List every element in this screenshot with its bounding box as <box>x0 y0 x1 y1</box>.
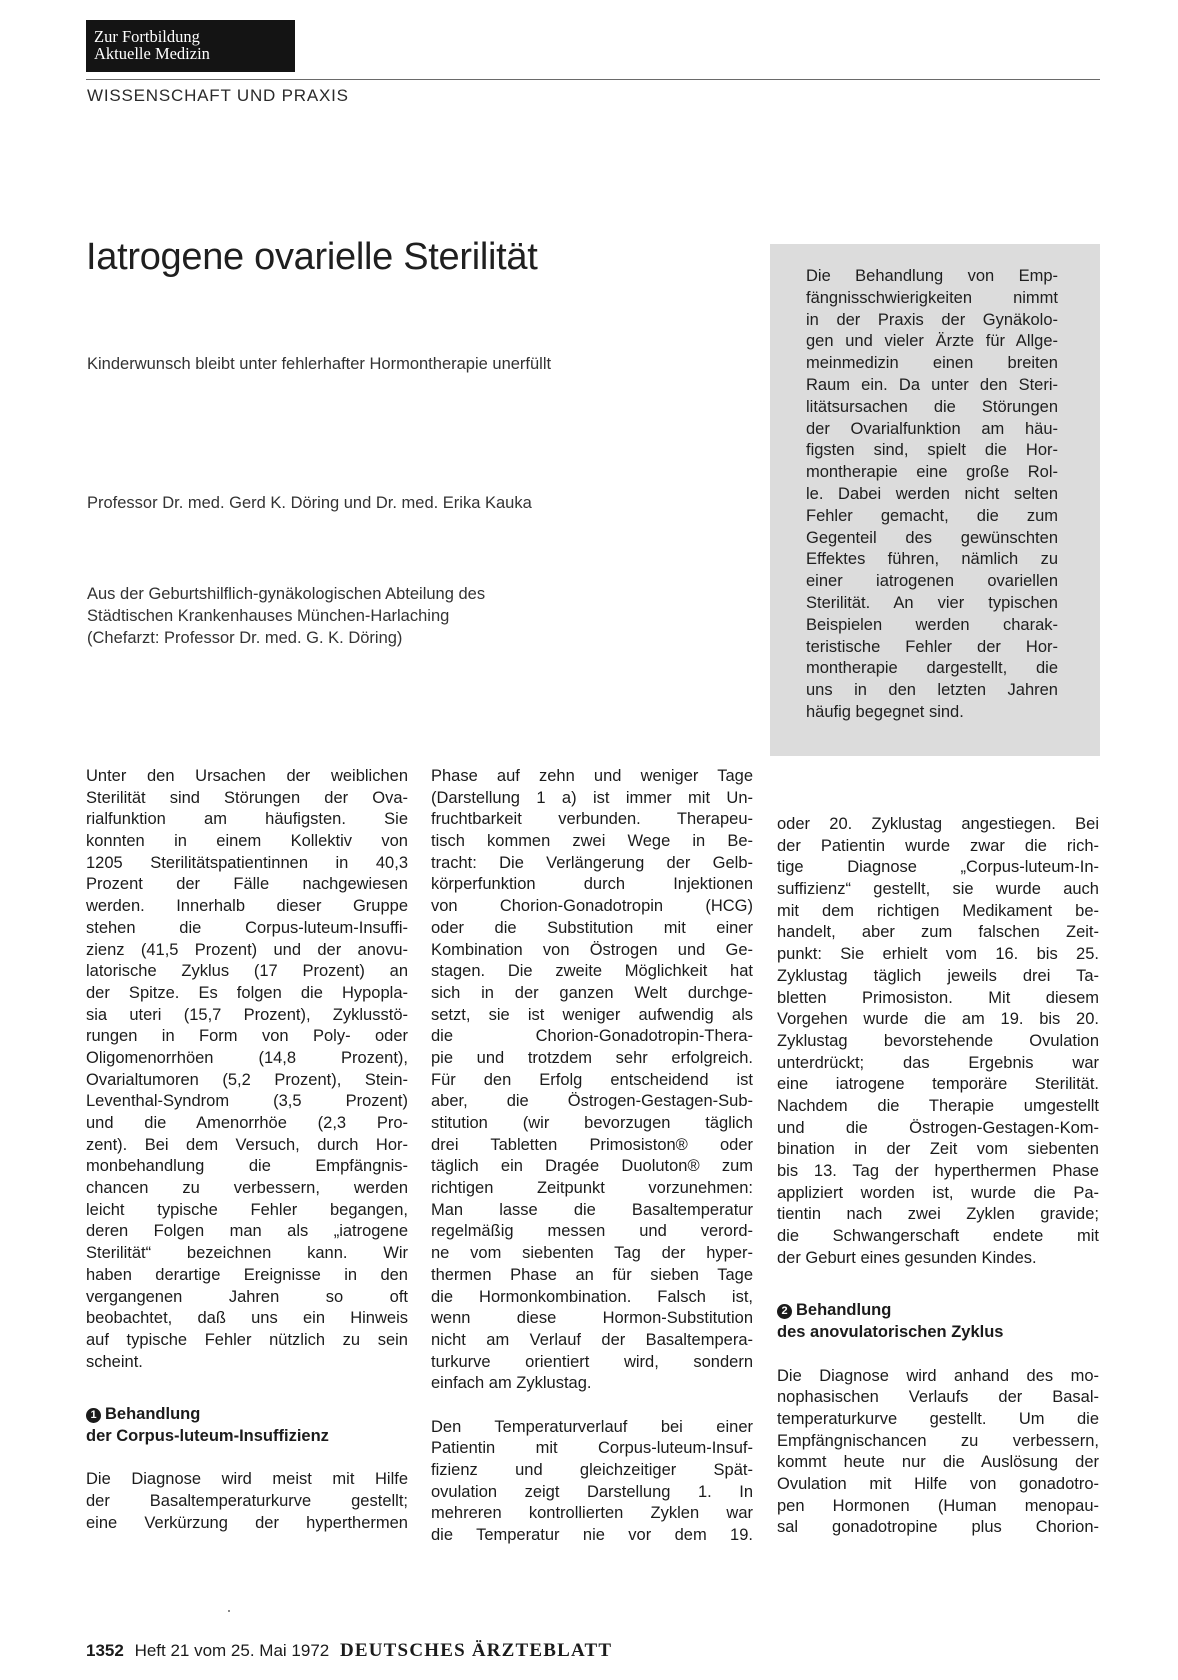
header-rule <box>86 79 1100 80</box>
text-line: Leventhal-Syndrom (3,5 Prozent) <box>86 1092 408 1111</box>
text-line: fruchtbarkeit verbunden. Therapeu- <box>431 810 753 829</box>
text-line: die Schwangerschaft endete mit <box>777 1227 1099 1246</box>
text-line: oder die Substitution mit einer <box>431 918 753 937</box>
text-line: mit dem richtigen Medikament be- <box>777 901 1099 920</box>
text-line: gen und vieler Ärzte für Allge- <box>806 332 1058 351</box>
text-line: nicht am Verlauf der Basaltempera- <box>431 1330 753 1349</box>
text-line: der Patientin wurde zwar die rich- <box>777 836 1099 855</box>
section-badge-line1: Zur Fortbildung <box>94 27 200 46</box>
text-line: suffizienz“ gestellt, sie wurde auch <box>777 880 1099 899</box>
text-line: rialfunktion am häufigsten. Sie <box>86 810 408 829</box>
text-line: bination in der Zeit vom siebenten <box>777 1140 1099 1159</box>
text-line: Raum ein. Da unter den Steri- <box>806 375 1058 394</box>
footer-mark <box>228 1610 230 1612</box>
text-line: Unter den Ursachen der weiblichen <box>86 767 408 785</box>
text-line: Ovulation mit Hilfe von gonadotro- <box>777 1474 1099 1493</box>
text-line: eine iatrogene temporäre Sterilität. <box>777 1075 1099 1094</box>
text-line: Vorgehen wurde die am 19. bis 20. <box>777 1010 1099 1029</box>
page-number: 1352 <box>86 1641 124 1660</box>
text-line: bis 13. Tag der hyperthermen Phase <box>777 1162 1099 1180</box>
text-line: handelt, aber zum falschen Zeit- <box>777 923 1099 942</box>
text-line: setzt, sie ist weniger aufwendig als <box>431 1005 753 1024</box>
section-heading-1-line2: der Corpus-luteum-Insuffizienz <box>86 1426 329 1445</box>
text-line: mehreren kontrollierten Zyklen war <box>431 1504 753 1523</box>
text-line: punkt: Sie erhielt vom 16. bis 25. <box>777 945 1099 964</box>
text-line: Ovarialtumoren (5,2 Prozent), Stein- <box>86 1070 408 1089</box>
text-line: drei Tabletten Primosiston® oder <box>431 1135 753 1154</box>
text-line: Oligomenorrhöen (14,8 Prozent), <box>86 1048 408 1067</box>
text-line: Zyklustag täglich jeweils drei Ta- <box>777 966 1099 985</box>
running-head: WISSENSCHAFT UND PRAXIS <box>87 86 349 105</box>
text-line: Empfängnischancen zu verbessern, <box>777 1431 1099 1450</box>
text-line: ne vom siebenten Tag der hyper- <box>431 1244 753 1263</box>
text-line: monbehandlung die Empfängnis- <box>86 1157 408 1176</box>
text-line: zent). Bei dem Versuch, durch Hor- <box>86 1135 408 1154</box>
journal-name: DEUTSCHES ÄRZTEBLATT <box>339 1640 613 1661</box>
text-line: meinmedizin einen breiten <box>806 354 1058 373</box>
text-line: scheint. <box>86 1352 143 1371</box>
text-line: teristische Fehler der Hor- <box>806 637 1058 656</box>
text-line: 1205 Sterilitätspatientinnen in 40,3 <box>86 853 408 872</box>
text-line: tisch kommen zwei Wege in Be- <box>431 832 753 851</box>
text-line: Fehler gemacht, die zum <box>806 506 1058 525</box>
section-heading-1 <box>86 1404 408 1426</box>
text-column-1 <box>86 766 408 1534</box>
text-line: Gegenteil des gewünschten <box>806 528 1058 547</box>
text-line: le. Dabei werden nicht selten <box>806 484 1058 503</box>
text-line: wenn diese Hormon-Substitution <box>431 1309 753 1328</box>
text-line: thermen Phase an für sieben Tage <box>431 1265 753 1284</box>
text-line: häufig begegnet sind. <box>806 702 964 721</box>
article-authors: Professor Dr. med. Gerd K. Döring und Dr. med. Erika Kauka <box>87 494 532 512</box>
text-line: konnten in einem Kollektiv von <box>86 832 408 851</box>
text-line: Den Temperaturverlauf bei einer <box>431 1417 753 1436</box>
abstract-box <box>770 244 1100 756</box>
text-line: tracht: Die Verlängerung der Gelb- <box>431 853 753 872</box>
text-line: werden. Innerhalb dieser Gruppe <box>86 897 408 916</box>
text-line: vergangenen Jahren so oft <box>86 1287 408 1306</box>
issue-info: Heft 21 vom 25. Mai 1972 <box>134 1641 330 1660</box>
text-line: Für den Erfolg entscheidend ist <box>431 1070 753 1089</box>
text-line: pen Hormonen (Human menopau- <box>777 1496 1099 1515</box>
affiliation <box>87 583 485 649</box>
text-line: von Chorion-Gonadotropin (HCG) <box>431 897 753 916</box>
text-line: täglich ein Dragée Duoluton® zum <box>431 1157 753 1176</box>
text-line: Kombination von Östrogen und Ge- <box>431 940 753 959</box>
text-line: Effektes führen, nämlich zu <box>806 550 1058 569</box>
text-line: körperfunktion durch Injektionen <box>431 875 753 894</box>
text-line: zienz (41,5 Prozent) und der anovu- <box>86 940 408 959</box>
text-line: stagen. Die zweite Möglichkeit hat <box>431 962 753 981</box>
text-line: pie und trotzdem sehr erfolgreich. <box>431 1048 753 1067</box>
text-line: deren Folgen man als „iatrogene <box>86 1222 408 1241</box>
text-line: der Basaltemperaturkurve gestellt; <box>86 1492 408 1511</box>
text-line: nophasischen Verlaufs der Basal- <box>777 1388 1099 1407</box>
article-subtitle: Kinderwunsch bleibt unter fehlerhafter Hormontherapie unerfüllt <box>87 355 552 373</box>
text-line: fängnisschwierigkeiten nimmt <box>806 288 1058 307</box>
affiliation-line: Aus der Geburtshilflich-gynäkologischen Abteilung des <box>87 585 486 603</box>
text-line: Die Diagnose wird meist mit Hilfe <box>86 1470 408 1489</box>
page-footer <box>86 1640 612 1662</box>
text-line: Sterilität“ bezeichnen kann. Wir <box>86 1244 408 1263</box>
text-line: (Darstellung 1 a) ist immer mit Un- <box>431 788 753 807</box>
affiliation-line: Städtischen Krankenhauses München-Harlaching <box>87 607 450 625</box>
text-line: die Chorion-Gonadotropin-Thera- <box>431 1027 753 1046</box>
text-line: sal gonadotropine plus Chorion- <box>777 1518 1099 1537</box>
text-line: Patientin mit Corpus-luteum-Insuf- <box>431 1439 753 1458</box>
text-line: eine Verkürzung der hyperthermen <box>86 1513 408 1532</box>
text-line: bletten Primosiston. Mit diesem <box>777 988 1099 1007</box>
text-line: stehen die Corpus-luteum-Insuffi- <box>86 918 408 937</box>
text-line: der Ovarialfunktion am häu- <box>806 419 1058 438</box>
text-line: in der Praxis der Gynäkolo- <box>806 310 1058 329</box>
affiliation-line: (Chefarzt: Professor Dr. med. G. K. Döring) <box>87 629 403 647</box>
text-line: litätsursachen die Störungen <box>806 397 1058 416</box>
text-line: und die Amenorrhöe (2,3 Pro- <box>86 1114 408 1132</box>
text-line: rungen in Form von Poly- oder <box>86 1027 408 1046</box>
text-line: beobachtet, daß uns ein Hinweis <box>86 1309 408 1328</box>
section-badge-line2: Aktuelle Medizin <box>94 44 210 63</box>
text-line: ovulation zeigt Darstellung 1. In <box>431 1482 753 1501</box>
text-line: Die Behandlung von Emp- <box>806 267 1058 285</box>
text-line: einfach am Zyklustag. <box>431 1374 592 1393</box>
text-line: der Geburt eines gesunden Kindes. <box>777 1248 1037 1267</box>
section-badge <box>86 20 295 72</box>
text-line: sich in der ganzen Welt durchge- <box>431 983 753 1002</box>
text-line: aber, die Östrogen-Gestagen-Sub- <box>431 1092 753 1111</box>
section-heading-1-line1: Behandlung <box>105 1405 201 1424</box>
text-column-3 <box>777 814 1099 1539</box>
text-line: haben derartige Ereignisse in den <box>86 1265 408 1284</box>
text-line: unterdrückt; das Ergebnis war <box>777 1053 1099 1072</box>
text-line: tientin nach zwei Zyklen gravide; <box>777 1205 1099 1224</box>
text-line: chancen zu verbessern, werden <box>86 1179 408 1198</box>
text-line: Nachdem die Therapie umgestellt <box>777 1096 1099 1115</box>
section-heading-2 <box>777 1300 1099 1322</box>
section-heading-2-line2: des anovulatorischen Zyklus <box>777 1323 1004 1342</box>
text-line: stitution (wir bevorzugen täglich <box>431 1114 753 1132</box>
text-line: leicht typische Fehler begangen, <box>86 1200 408 1219</box>
text-column-2 <box>431 766 753 1547</box>
text-line: Zyklustag bevorstehende Ovulation <box>777 1031 1099 1050</box>
text-line: montherapie eine große Rol- <box>806 463 1058 482</box>
section-number-badge: 2 <box>777 1304 792 1319</box>
text-line: kommt heute nur die Auslösung der <box>777 1453 1099 1472</box>
text-line: die Hormonkombination. Falsch ist, <box>431 1287 753 1306</box>
section-heading-2-line1: Behandlung <box>796 1301 892 1320</box>
text-line: Sterilität. An vier typischen <box>806 593 1058 612</box>
section-number-badge: 1 <box>86 1408 101 1423</box>
text-line: Die Diagnose wird anhand des mo- <box>777 1366 1099 1385</box>
text-line: Prozent der Fälle nachgewiesen <box>86 875 408 894</box>
article-title: Iatrogene ovarielle Sterilität <box>86 236 538 278</box>
text-line: sia uteri (15,7 Prozent), Zyklusstö- <box>86 1005 408 1024</box>
text-line: appliziert worden ist, wurde die Pa- <box>777 1183 1099 1202</box>
text-line: Sterilität sind Störungen der Ova- <box>86 788 408 807</box>
text-line: montherapie dargestellt, die <box>806 659 1058 678</box>
text-line: richtigen Zeitpunkt vorzunehmen: <box>431 1179 753 1198</box>
text-line: oder 20. Zyklustag angestiegen. Bei <box>777 815 1099 833</box>
text-line: die Temperatur nie vor dem 19. <box>431 1526 753 1545</box>
text-line: turkurve orientiert wird, sondern <box>431 1352 753 1371</box>
text-line: temperaturkurve gestellt. Um die <box>777 1409 1099 1428</box>
text-line: Phase auf zehn und weniger Tage <box>431 767 753 785</box>
text-line: regelmäßig messen und verord- <box>431 1222 753 1241</box>
text-line: einer iatrogenen ovariellen <box>806 572 1058 591</box>
text-line: der Spitze. Es folgen die Hypopla- <box>86 983 408 1002</box>
text-line: figsten sind, spielt die Hor- <box>806 441 1058 460</box>
text-line: latorische Zyklus (17 Prozent) an <box>86 962 408 981</box>
text-line: Beispielen werden charak- <box>806 615 1058 634</box>
text-line: Man lasse die Basaltemperatur <box>431 1200 753 1219</box>
text-line: uns in den letzten Jahren <box>806 681 1058 700</box>
text-line: fizienz und gleichzeitiger Spät- <box>431 1461 753 1479</box>
text-line: und die Östrogen-Gestagen-Kom- <box>777 1118 1099 1137</box>
text-line: auf typische Fehler nützlich zu sein <box>86 1330 408 1349</box>
text-line: tige Diagnose „Corpus-luteum-In- <box>777 858 1099 877</box>
